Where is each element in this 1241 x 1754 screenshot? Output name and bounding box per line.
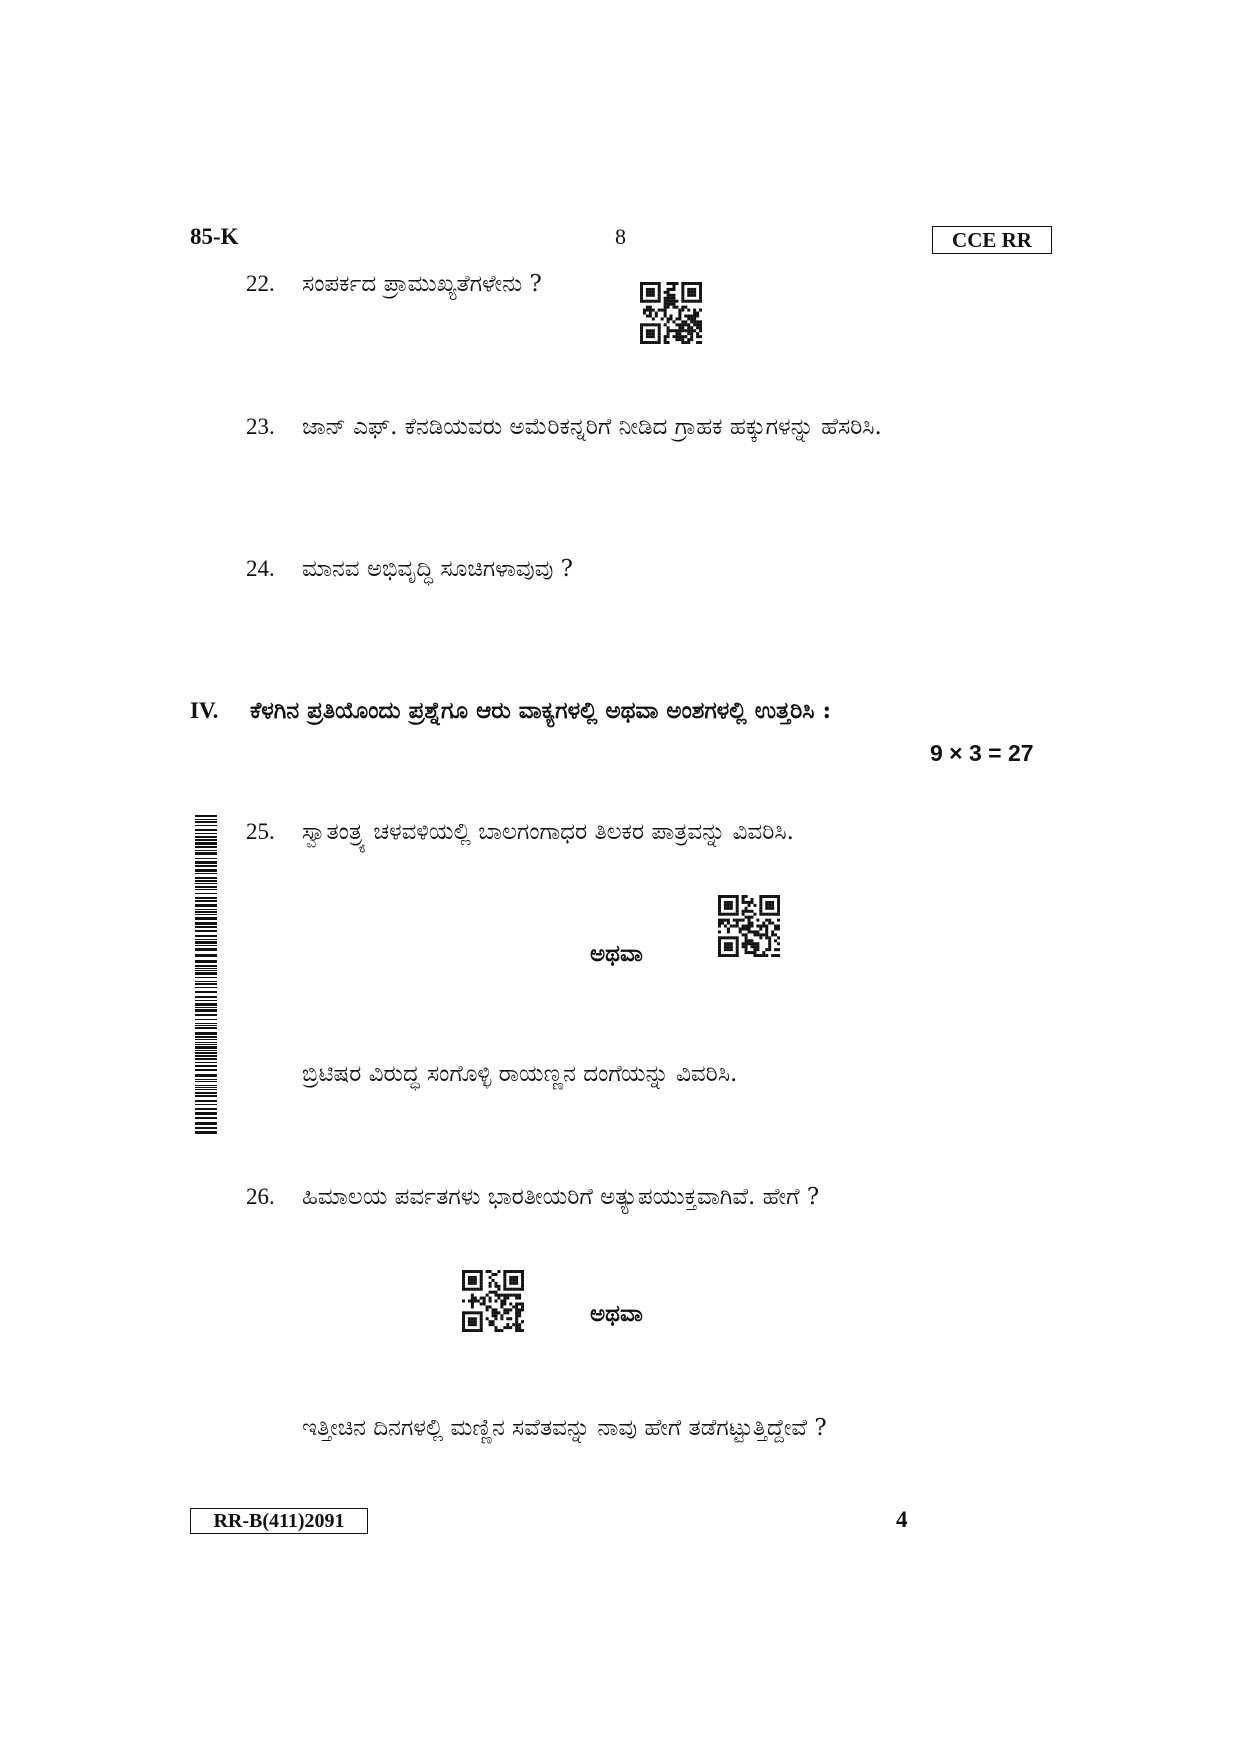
or-label: ಅಥವಾ (590, 1300, 643, 1327)
question-22 (246, 271, 542, 297)
question-26 (246, 1184, 819, 1210)
question-number: 22. (246, 271, 275, 296)
question-24 (246, 556, 573, 582)
qr-code-icon (718, 895, 780, 957)
alternative-question-26: ಇತ್ತೀಚಿನ ದಿನಗಳಲ್ಲಿ ಮಣ್ಣಿನ ಸವೆತವನ್ನು ನಾವು ಹೇಗೆ ತಡೆಗಟ್ಟುತ್ತಿದ್ದೇವೆ ? (302, 1415, 827, 1441)
question-text: ಹಿಮಾಲಯ ಪರ್ವತಗಳು ಭಾರತೀಯರಿಗೆ ಅತ್ಯುಪಯುಕ್ತವಾಗಿವೆ. ಹೇಗೆ ? (302, 1184, 820, 1210)
section-heading (190, 697, 831, 724)
barcode-icon (195, 815, 217, 1135)
question-number: 25. (246, 819, 275, 844)
question-text: ಜಾನ್ ಎಫ್. ಕೆನಡಿಯವರು ಅಮೆರಿಕನ್ನರಿಗೆ ನೀಡಿದ ಗ್ರಾಹಕ ಹಕ್ಕುಗಳನ್ನು ಹೆಸರಿಸಿ. (302, 414, 882, 440)
section-number: IV. (190, 698, 219, 723)
qr-code-icon (462, 1270, 524, 1332)
alternative-question-25: ಬ್ರಿಟಿಷರ ವಿರುದ್ಧ ಸಂಗೊಳ್ಳಿ ರಾಯಣ್ಣನ ದಂಗೆಯನ್ನು ವಿವರಿಸಿ. (302, 1061, 738, 1087)
question-number: 26. (246, 1184, 275, 1209)
sheet-number: 4 (896, 1507, 908, 1532)
paper-code: 85-K (190, 224, 239, 249)
footer-code-box: RR-B(411)2091 (190, 1508, 368, 1534)
section-marks: 9 × 3 = 27 (930, 740, 1034, 766)
question-23 (246, 414, 882, 440)
section-instruction: ಕೆಳಗಿನ ಪ್ರತಿಯೊಂದು ಪ್ರಶ್ನೆಗೂ ಆರು ವಾಕ್ಯಗಳಲ್ಲಿ ಅಥವಾ ಅಂಶಗಳಲ್ಲಿ ಉತ್ತರಿಸಿ : (250, 697, 831, 724)
question-text: ಮಾನವ ಅಭಿವೃದ್ಧಿ ಸೂಚಿಗಳಾವುವು ? (302, 556, 573, 582)
page-number: 8 (615, 224, 626, 249)
qr-code-icon (640, 282, 702, 344)
question-number: 24. (246, 556, 275, 581)
or-label: ಅಥವಾ (590, 940, 643, 967)
question-number: 23. (246, 414, 275, 439)
question-text: ಸ್ವಾತಂತ್ರ್ಯ ಚಳವಳಿಯಲ್ಲಿ ಬಾಲಗಂಗಾಧರ ತಿಲಕರ ಪಾತ್ರವನ್ನು ವಿವರಿಸಿ. (302, 819, 794, 845)
series-box: CCE RR (932, 226, 1052, 254)
question-text: ಸಂಪರ್ಕದ ಪ್ರಾಮುಖ್ಯತೆಗಳೇನು ? (302, 271, 542, 297)
question-25 (246, 819, 794, 845)
